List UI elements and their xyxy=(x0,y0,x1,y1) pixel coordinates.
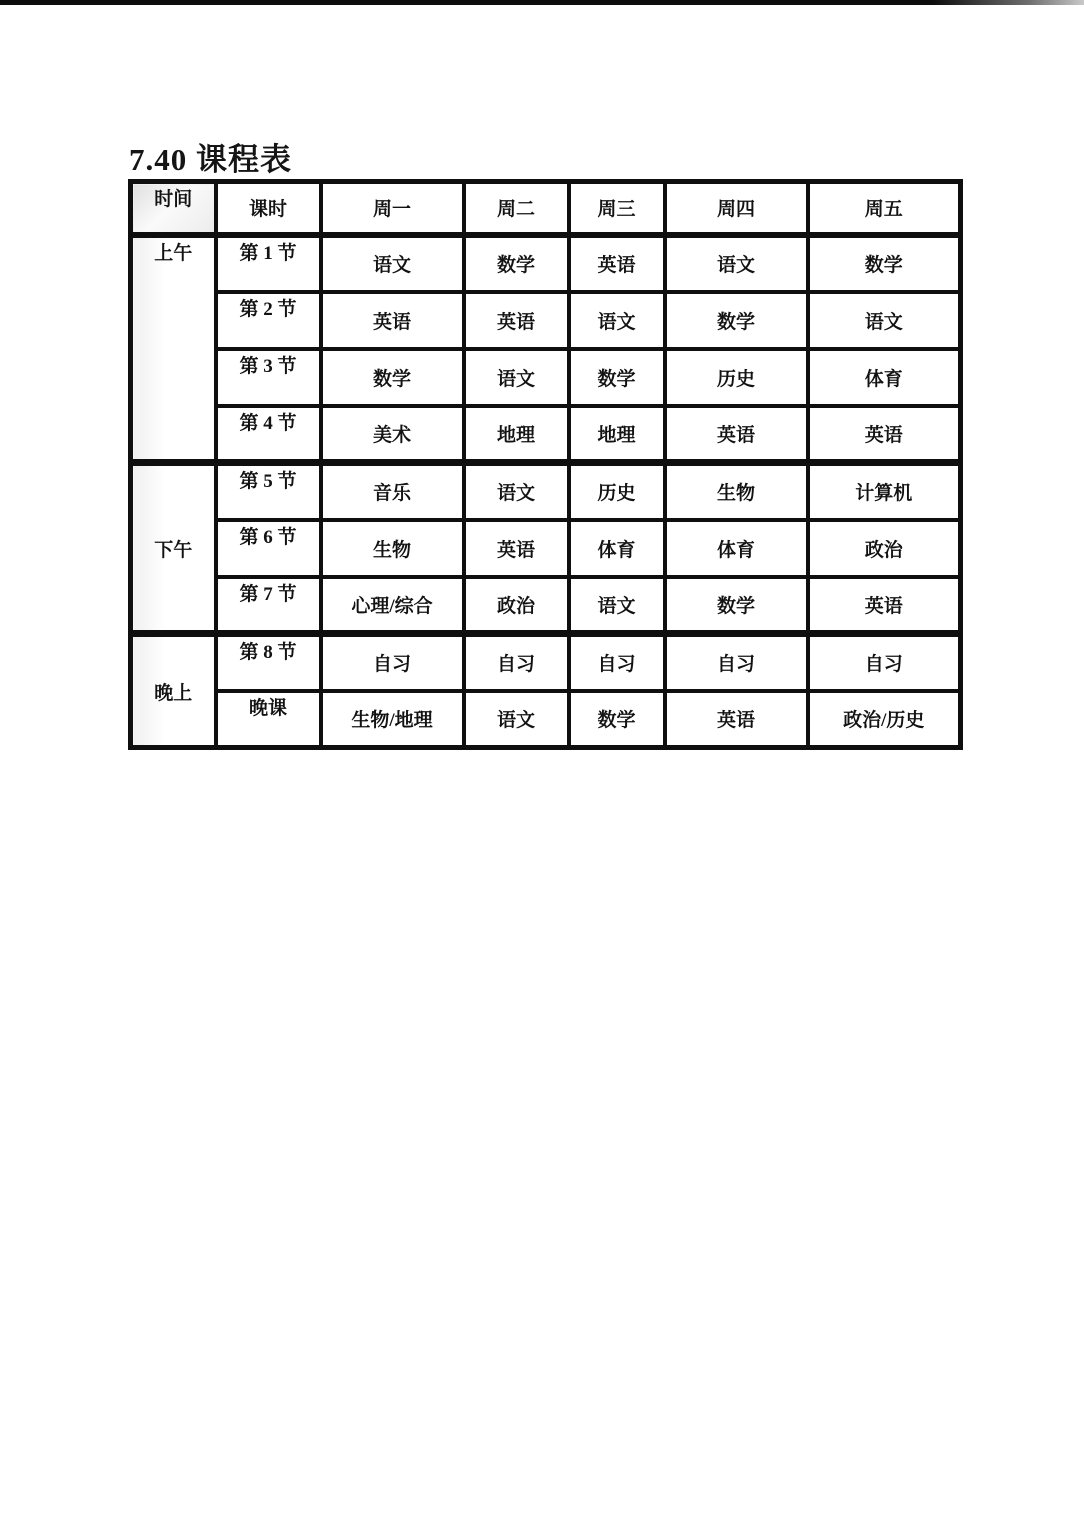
subject-cell: 体育 xyxy=(569,520,665,577)
subject-cell: 数学 xyxy=(665,292,808,349)
subject-cell: 自习 xyxy=(665,634,808,691)
subject-cell: 数学 xyxy=(808,235,961,292)
period-cell: 第 7 节 xyxy=(216,577,321,634)
subject-cell: 地理 xyxy=(464,406,569,463)
subject-cell: 政治 xyxy=(464,577,569,634)
table-row xyxy=(131,463,961,520)
section-label-afternoon: 下午 xyxy=(131,463,216,634)
subject-cell: 体育 xyxy=(665,520,808,577)
subject-cell: 美术 xyxy=(321,406,464,463)
subject-cell: 数学 xyxy=(569,349,665,406)
subject-cell: 政治 xyxy=(808,520,961,577)
header-row xyxy=(131,182,961,235)
table-row xyxy=(131,235,961,292)
subject-cell: 英语 xyxy=(464,520,569,577)
section-label-evening: 晚上 xyxy=(131,634,216,748)
subject-cell: 心理/综合 xyxy=(321,577,464,634)
subject-cell: 生物 xyxy=(321,520,464,577)
subject-cell: 语文 xyxy=(464,463,569,520)
subject-cell: 生物 xyxy=(665,463,808,520)
header-cell-thursday: 周四 xyxy=(665,182,808,235)
subject-cell: 自习 xyxy=(464,634,569,691)
scan-edge-artifact xyxy=(0,0,1084,5)
section-label-morning: 上午 xyxy=(131,235,216,463)
table-row xyxy=(131,292,961,349)
period-cell: 第 8 节 xyxy=(216,634,321,691)
subject-cell: 英语 xyxy=(665,691,808,748)
subject-cell: 自习 xyxy=(569,634,665,691)
period-cell: 第 5 节 xyxy=(216,463,321,520)
subject-cell: 地理 xyxy=(569,406,665,463)
subject-cell: 自习 xyxy=(808,634,961,691)
page-title: 7.40 课程表 xyxy=(129,142,292,177)
subject-cell: 语文 xyxy=(464,349,569,406)
subject-cell: 英语 xyxy=(665,406,808,463)
subject-cell: 历史 xyxy=(569,463,665,520)
subject-cell: 语文 xyxy=(321,235,464,292)
period-cell: 第 1 节 xyxy=(216,235,321,292)
subject-cell: 语文 xyxy=(569,292,665,349)
header-cell-time: 时间 xyxy=(131,182,216,235)
subject-cell: 数学 xyxy=(569,691,665,748)
subject-cell: 计算机 xyxy=(808,463,961,520)
subject-cell: 体育 xyxy=(808,349,961,406)
table-row xyxy=(131,577,961,634)
period-cell: 第 3 节 xyxy=(216,349,321,406)
subject-cell: 历史 xyxy=(665,349,808,406)
header-cell-friday: 周五 xyxy=(808,182,961,235)
table-row xyxy=(131,634,961,691)
subject-cell: 语文 xyxy=(464,691,569,748)
subject-cell: 英语 xyxy=(569,235,665,292)
subject-cell: 语文 xyxy=(808,292,961,349)
subject-cell: 英语 xyxy=(464,292,569,349)
subject-cell: 语文 xyxy=(569,577,665,634)
period-cell: 晚课 xyxy=(216,691,321,748)
subject-cell: 音乐 xyxy=(321,463,464,520)
table-row xyxy=(131,520,961,577)
header-cell-tuesday: 周二 xyxy=(464,182,569,235)
subject-cell: 数学 xyxy=(321,349,464,406)
subject-cell: 数学 xyxy=(464,235,569,292)
period-cell: 第 6 节 xyxy=(216,520,321,577)
class-schedule-table xyxy=(128,179,963,750)
subject-cell: 自习 xyxy=(321,634,464,691)
subject-cell: 英语 xyxy=(808,577,961,634)
subject-cell: 数学 xyxy=(665,577,808,634)
subject-cell: 英语 xyxy=(321,292,464,349)
header-cell-wednesday: 周三 xyxy=(569,182,665,235)
subject-cell: 语文 xyxy=(665,235,808,292)
table-row xyxy=(131,691,961,748)
subject-cell: 英语 xyxy=(808,406,961,463)
header-cell-period: 课时 xyxy=(216,182,321,235)
period-cell: 第 2 节 xyxy=(216,292,321,349)
table-row xyxy=(131,349,961,406)
period-cell: 第 4 节 xyxy=(216,406,321,463)
subject-cell: 生物/地理 xyxy=(321,691,464,748)
header-cell-monday: 周一 xyxy=(321,182,464,235)
table-row xyxy=(131,406,961,463)
subject-cell: 政治/历史 xyxy=(808,691,961,748)
